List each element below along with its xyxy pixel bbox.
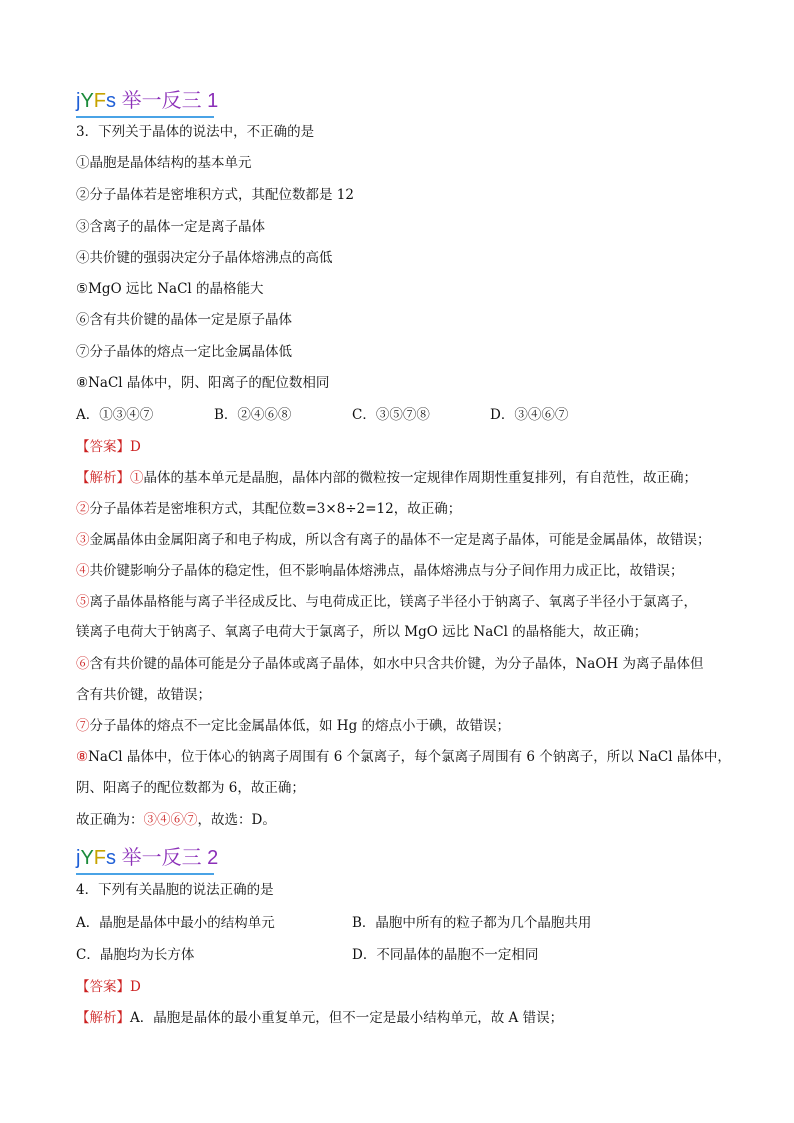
option-a: A．晶胞是晶体中最小的结构单元: [76, 915, 275, 931]
analysis-num: ②: [76, 501, 90, 517]
analysis-num: ④: [76, 563, 90, 579]
conclusion-nums: ③④⑥⑦: [143, 812, 198, 828]
option-a: A．①③④⑦: [76, 407, 154, 423]
heading-title: 举一反三 1: [116, 90, 219, 112]
analysis-line: [76, 530, 711, 550]
heading-letter: j: [76, 90, 81, 112]
analysis-num: ⑥: [76, 656, 90, 672]
option-d: D．不同晶体的晶胞不一定相同: [352, 947, 539, 963]
statement-item: ③含离子的晶体一定是离子晶体: [76, 219, 265, 235]
analysis-num: ⑧: [76, 749, 89, 765]
statement-item: ②分子晶体若是密堆积方式，其配位数都是 12: [76, 187, 354, 203]
analysis-label: 【解析】: [76, 1010, 130, 1026]
heading-letter: Y: [80, 90, 94, 112]
analysis-text: 分子晶体若是密堆积方式，其配位数=3×8÷2=12，故正确；: [89, 501, 462, 517]
heading-underline: [76, 116, 214, 118]
statement-item: ⑥含有共价键的晶体一定是原子晶体: [76, 312, 292, 328]
answer-label: 【答案】: [76, 439, 130, 455]
heading-title: 举一反三 2: [116, 847, 219, 869]
analysis-text: 含有共价键的晶体可能是分子晶体或离子晶体，如水中只含共价键，为分子晶体，NaOH 为离子晶体但: [89, 656, 704, 672]
analysis-num: ⑦: [76, 718, 90, 734]
analysis-line: [76, 592, 697, 612]
section-heading-1: [76, 88, 219, 118]
analysis-text: 共价键影响分子晶体的稳定性，但不影响晶体熔沸点，晶体熔沸点与分子间作用力成正比，故错误；: [89, 563, 684, 579]
heading-text: [76, 88, 219, 114]
analysis-line: [76, 499, 461, 519]
heading-letter: F: [93, 847, 107, 869]
analysis-text: A．晶胞是晶体的最小重复单元，但不一定是最小结构单元，故 A 错误；: [130, 1010, 564, 1026]
heading-letter: s: [106, 90, 117, 112]
option-b: B．②④⑥⑧: [214, 407, 292, 423]
analysis-line: [76, 468, 697, 488]
option-c: C．晶胞均为长方体: [76, 947, 195, 963]
conclusion-line: [76, 810, 276, 830]
analysis-line: [76, 1008, 563, 1028]
heading-letter: F: [93, 90, 107, 112]
answer-value: D: [130, 439, 141, 455]
analysis-num: ⑤: [76, 594, 90, 610]
analysis-num: ③: [76, 532, 90, 548]
analysis-line-cont: 阴、阳离子的配位数都为 6，故正确；: [76, 780, 305, 796]
question-3: 3．下列关于晶体的说法中，不正确的是: [76, 124, 315, 140]
answer-label: 【答案】: [76, 979, 130, 995]
analysis-line-cont: 含有共价键，故错误；: [76, 687, 211, 703]
heading-letter: s: [106, 847, 117, 869]
analysis-text: 离子晶体晶格能与离子半径成反比、与电荷成正比，镁离子半径小于钠离子、氧离子半径小于氯离子，: [89, 594, 697, 610]
heading-text: [76, 845, 219, 871]
statement-item: ⑤MgO 远比 NaCl 的晶格能大: [76, 281, 264, 297]
question-4: 4．下列有关晶胞的说法正确的是: [76, 882, 274, 898]
analysis-line-cont: 镁离子电荷大于钠离子、氧离子电荷大于氯离子，所以 MgO 远比 NaCl 的晶格能大，故正确；: [76, 624, 648, 640]
statement-item: ④共价键的强弱决定分子晶体熔沸点的高低: [76, 250, 333, 266]
analysis-num: ①: [130, 470, 144, 486]
analysis-line: [76, 654, 704, 674]
conclusion-prefix: 故正确为：: [76, 812, 144, 828]
analysis-text: NaCl 晶体中，位于体心的钠离子周围有 6 个氯离子，每个氯离子周围有 6 个钠离子，所以 NaCl 晶体中，: [88, 749, 731, 765]
heading-letter: Y: [80, 847, 94, 869]
section-heading-2: [76, 845, 219, 875]
answer-value: D: [130, 979, 141, 995]
statement-item: ⑧NaCl 晶体中，阴、阳离子的配位数相同: [76, 375, 330, 391]
option-b: B．晶胞中所有的粒子都为几个晶胞共用: [352, 915, 592, 931]
analysis-line: [76, 747, 731, 767]
answer-line: [76, 977, 141, 997]
analysis-text: 晶体的基本单元是晶胞，晶体内部的微粒按一定规律作周期性重复排列，有自范性，故正确；: [143, 470, 697, 486]
analysis-line: [76, 561, 684, 581]
option-d: D．③④⑥⑦: [490, 407, 569, 423]
answer-line: [76, 437, 141, 457]
option-c: C．③⑤⑦⑧: [352, 407, 430, 423]
heading-letter: j: [76, 847, 81, 869]
heading-underline: [76, 873, 214, 875]
conclusion-suffix: ，故选：D。: [197, 812, 276, 828]
statement-item: ⑦分子晶体的熔点一定比金属晶体低: [76, 344, 292, 360]
analysis-label: 【解析】: [76, 470, 130, 486]
analysis-text: 分子晶体的熔点不一定比金属晶体低，如 Hg 的熔点小于碘，故错误；: [89, 718, 510, 734]
analysis-text: 金属晶体由金属阳离子和电子构成，所以含有离子的晶体不一定是离子晶体，可能是金属晶体，故错误；: [89, 532, 711, 548]
statement-item: ①晶胞是晶体结构的基本单元: [76, 155, 252, 171]
analysis-line: [76, 716, 510, 736]
